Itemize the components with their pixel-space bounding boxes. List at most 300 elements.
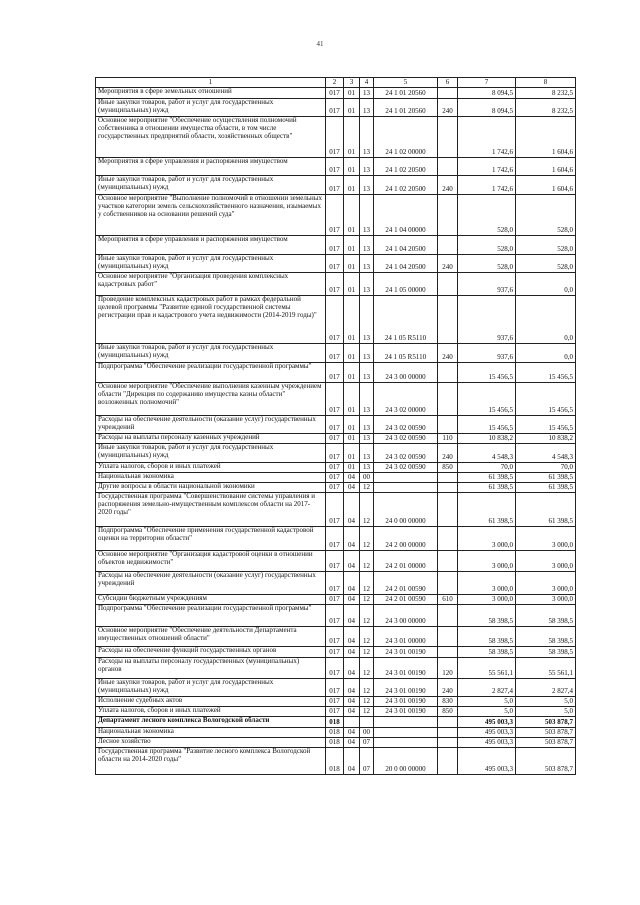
subsection-code-cell: 13: [360, 158, 374, 176]
target-article-cell: 24 2 01 00590: [374, 595, 438, 605]
section-code-cell: 04: [344, 748, 360, 775]
target-article-cell: 24 0 00 00000: [374, 493, 438, 527]
row-name-cell: Исполнение судебных актов: [96, 697, 326, 707]
expense-type-cell: [438, 383, 458, 416]
row-name-cell: Расходы на обеспечение деятельности (оказание услуг) государственных учреждений: [96, 572, 326, 595]
section-code-cell: 04: [344, 627, 360, 647]
expense-type-cell: [438, 647, 458, 658]
subsection-code-cell: 13: [360, 434, 374, 444]
amount-year2-cell: 2 827,4: [516, 679, 576, 697]
table-row: [96, 728, 576, 738]
ministry-code-cell: 017: [326, 627, 344, 647]
amount-year2-cell: 503 878,7: [516, 748, 576, 775]
amount-year2-cell: 10 838,2: [516, 434, 576, 444]
row-name-cell: Основное мероприятие "Выполнение полномочий в отношении земельных участков категории земель сельскохозяйственного назначения, изымаемых у собственников на основании решений суда": [96, 195, 326, 236]
amount-year1-cell: 528,0: [458, 255, 516, 273]
ministry-code-cell: 017: [326, 434, 344, 444]
subsection-code-cell: 12: [360, 658, 374, 679]
subsection-code-cell: 13: [360, 383, 374, 416]
expense-type-cell: [438, 273, 458, 296]
subsection-code-cell: 00: [360, 728, 374, 738]
header-col-8: 8: [516, 78, 576, 88]
target-article-cell: [374, 717, 438, 728]
amount-year1-cell: 58 398,5: [458, 627, 516, 647]
row-name-cell: Иные закупки товаров, работ и услуг для государственных (муниципальных) нужд: [96, 176, 326, 195]
section-code-cell: 04: [344, 738, 360, 748]
expense-type-cell: [438, 483, 458, 493]
subsection-code-cell: 12: [360, 595, 374, 605]
amount-year1-cell: 1 742,6: [458, 176, 516, 195]
row-name-cell: Национальная экономика: [96, 473, 326, 483]
ministry-code-cell: 017: [326, 416, 344, 434]
section-code-cell: 01: [344, 416, 360, 434]
ministry-code-cell: 017: [326, 236, 344, 255]
section-code-cell: 01: [344, 88, 360, 99]
table-row: [96, 595, 576, 605]
amount-year2-cell: 3 000,0: [516, 527, 576, 551]
target-article-cell: 24 1 05 R5110: [374, 344, 438, 363]
target-article-cell: 24 3 01 00000: [374, 627, 438, 647]
amount-year1-cell: 15 456,5: [458, 416, 516, 434]
expense-type-cell: [438, 627, 458, 647]
section-code-cell: 01: [344, 176, 360, 195]
target-article-cell: 24 3 02 00590: [374, 434, 438, 444]
ministry-code-cell: 017: [326, 158, 344, 176]
ministry-code-cell: 017: [326, 572, 344, 595]
section-code-cell: 04: [344, 551, 360, 572]
ministry-code-cell: 017: [326, 473, 344, 483]
subsection-code-cell: 00: [360, 473, 374, 483]
expense-type-cell: [438, 158, 458, 176]
row-name-cell: Мероприятия в сфере управления и распоряжения имуществом: [96, 158, 326, 176]
target-article-cell: 24 3 02 00590: [374, 463, 438, 473]
row-name-cell: Другие вопросы в области национальной экономики: [96, 483, 326, 493]
header-col-1: 1: [96, 78, 326, 88]
amount-year2-cell: 8 232,5: [516, 88, 576, 99]
section-code-cell: 04: [344, 527, 360, 551]
section-code-cell: 01: [344, 344, 360, 363]
section-code-cell: 04: [344, 595, 360, 605]
target-article-cell: 24 2 01 00000: [374, 551, 438, 572]
ministry-code-cell: 017: [326, 483, 344, 493]
table-row: [96, 158, 576, 176]
amount-year1-cell: 2 827,4: [458, 679, 516, 697]
table-row: [96, 296, 576, 344]
row-name-cell: Подпрограмма "Обеспечение применения государственной кадастровой оценки на территории области": [96, 527, 326, 551]
expense-type-cell: [438, 493, 458, 527]
target-article-cell: 24 1 04 20500: [374, 255, 438, 273]
row-name-cell: Государственная программа "Совершенствование системы управления и распоряжения земельно-имущественным комплексом области на 2017-2020 годы": [96, 493, 326, 527]
amount-year1-cell: 937,6: [458, 273, 516, 296]
table-row: [96, 627, 576, 647]
ministry-code-cell: 017: [326, 605, 344, 627]
row-name-cell: Национальная экономика: [96, 728, 326, 738]
amount-year2-cell: 61 398,5: [516, 473, 576, 483]
target-article-cell: 24 3 02 00590: [374, 416, 438, 434]
subsection-code-cell: 12: [360, 551, 374, 572]
subsection-code-cell: 12: [360, 647, 374, 658]
target-article-cell: 24 1 04 20500: [374, 236, 438, 255]
table-row: [96, 383, 576, 416]
table-row: [96, 463, 576, 473]
table-row: [96, 527, 576, 551]
amount-year2-cell: 528,0: [516, 195, 576, 236]
row-name-cell: Иные закупки товаров, работ и услуг для государственных (муниципальных) нужд: [96, 679, 326, 697]
target-article-cell: 20 0 00 00000: [374, 748, 438, 775]
section-code-cell: 04: [344, 572, 360, 595]
ministry-code-cell: 017: [326, 99, 344, 117]
header-col-5: 5: [374, 78, 438, 88]
expense-type-cell: [438, 195, 458, 236]
row-name-cell: Подпрограмма "Обеспечение реализации государственной программы": [96, 363, 326, 383]
subsection-code-cell: 12: [360, 527, 374, 551]
amount-year1-cell: 495 003,3: [458, 738, 516, 748]
ministry-code-cell: 017: [326, 658, 344, 679]
target-article-cell: 24 1 01 20560: [374, 88, 438, 99]
ministry-code-cell: 018: [326, 738, 344, 748]
table-row: [96, 195, 576, 236]
row-name-cell: Лесное хозяйство: [96, 738, 326, 748]
expense-type-cell: [438, 717, 458, 728]
section-code-cell: 04: [344, 697, 360, 707]
ministry-code-cell: 017: [326, 595, 344, 605]
subsection-code-cell: 13: [360, 444, 374, 463]
amount-year1-cell: 61 398,5: [458, 473, 516, 483]
section-code-cell: 01: [344, 434, 360, 444]
target-article-cell: 24 1 02 20500: [374, 158, 438, 176]
expense-type-cell: 240: [438, 344, 458, 363]
section-code-cell: 04: [344, 483, 360, 493]
table-row: [96, 658, 576, 679]
row-name-cell: Расходы на выплаты персоналу государственных (муниципальных) органов: [96, 658, 326, 679]
target-article-cell: 24 3 02 00590: [374, 444, 438, 463]
subsection-code-cell: 12: [360, 679, 374, 697]
row-name-cell: Иные закупки товаров, работ и услуг для государственных (муниципальных) нужд: [96, 444, 326, 463]
target-article-cell: 24 1 02 20500: [374, 176, 438, 195]
amount-year2-cell: 3 000,0: [516, 572, 576, 595]
header-col-7: 7: [458, 78, 516, 88]
amount-year2-cell: 15 456,5: [516, 383, 576, 416]
amount-year1-cell: 3 000,0: [458, 551, 516, 572]
target-article-cell: 24 3 00 00000: [374, 605, 438, 627]
amount-year1-cell: 58 398,5: [458, 605, 516, 627]
row-name-cell: Проведение комплексных кадастровых работ в рамках федеральной целевой программы "Развитие единой государственной системы регистрации прав и кадастрового учета недвижимости (2014-2019 годы)": [96, 296, 326, 344]
target-article-cell: 24 3 02 00000: [374, 383, 438, 416]
ministry-code-cell: 017: [326, 255, 344, 273]
ministry-code-cell: 018: [326, 748, 344, 775]
row-name-cell: Основное мероприятие "Обеспечение деятельности Департамента имущественных отношений области": [96, 627, 326, 647]
table-row: [96, 176, 576, 195]
amount-year1-cell: 495 003,3: [458, 748, 516, 775]
ministry-code-cell: 017: [326, 273, 344, 296]
table-row: [96, 255, 576, 273]
amount-year2-cell: 3 000,0: [516, 595, 576, 605]
ministry-code-cell: 017: [326, 383, 344, 416]
section-code-cell: 01: [344, 158, 360, 176]
table-row: [96, 605, 576, 627]
expense-type-cell: [438, 748, 458, 775]
section-code-cell: 04: [344, 493, 360, 527]
expense-type-cell: [438, 117, 458, 158]
ministry-code-cell: 017: [326, 647, 344, 658]
header-col-3: 3: [344, 78, 360, 88]
ministry-code-cell: 017: [326, 707, 344, 717]
section-code-cell: 01: [344, 236, 360, 255]
row-name-cell: Субсидии бюджетным учреждениям: [96, 595, 326, 605]
subsection-code-cell: 13: [360, 255, 374, 273]
ministry-code-cell: 017: [326, 344, 344, 363]
section-code-cell: 04: [344, 679, 360, 697]
section-code-cell: 01: [344, 117, 360, 158]
amount-year2-cell: 8 232,5: [516, 99, 576, 117]
amount-year1-cell: 528,0: [458, 236, 516, 255]
table-row: [96, 551, 576, 572]
amount-year1-cell: 8 094,5: [458, 88, 516, 99]
expense-type-cell: 240: [438, 176, 458, 195]
amount-year2-cell: 1 604,6: [516, 117, 576, 158]
subsection-code-cell: 12: [360, 627, 374, 647]
amount-year2-cell: 0,0: [516, 344, 576, 363]
section-code-cell: 04: [344, 473, 360, 483]
expense-type-cell: 850: [438, 707, 458, 717]
ministry-code-cell: 018: [326, 728, 344, 738]
table-row: [96, 572, 576, 595]
table-row: [96, 717, 576, 728]
amount-year2-cell: 4 548,3: [516, 444, 576, 463]
ministry-code-cell: 017: [326, 463, 344, 473]
amount-year2-cell: 0,0: [516, 273, 576, 296]
expense-type-cell: 240: [438, 99, 458, 117]
amount-year1-cell: 61 398,5: [458, 483, 516, 493]
subsection-code-cell: 13: [360, 363, 374, 383]
section-code-cell: 01: [344, 296, 360, 344]
subsection-code-cell: 13: [360, 416, 374, 434]
expense-type-cell: [438, 728, 458, 738]
table-row: [96, 99, 576, 117]
amount-year2-cell: 528,0: [516, 236, 576, 255]
expense-type-cell: [438, 527, 458, 551]
amount-year2-cell: 5,0: [516, 697, 576, 707]
subsection-code-cell: 13: [360, 463, 374, 473]
row-name-cell: Государственная программа "Развитие лесного комплекса Вологодской области на 2014-2020 годы": [96, 748, 326, 775]
expense-type-cell: [438, 551, 458, 572]
section-code-cell: 01: [344, 99, 360, 117]
expense-type-cell: 610: [438, 595, 458, 605]
table-row: [96, 738, 576, 748]
section-code-cell: 01: [344, 363, 360, 383]
section-code-cell: 04: [344, 707, 360, 717]
subsection-code-cell: [360, 717, 374, 728]
row-name-cell: Расходы на обеспечение функций государственных органов: [96, 647, 326, 658]
amount-year1-cell: 1 742,6: [458, 117, 516, 158]
target-article-cell: [374, 483, 438, 493]
ministry-code-cell: 018: [326, 717, 344, 728]
amount-year2-cell: 15 456,5: [516, 416, 576, 434]
subsection-code-cell: 07: [360, 738, 374, 748]
expense-type-cell: [438, 605, 458, 627]
table-row: [96, 236, 576, 255]
amount-year1-cell: 70,0: [458, 463, 516, 473]
budget-table-container: [95, 77, 575, 775]
subsection-code-cell: 13: [360, 88, 374, 99]
expense-type-cell: [438, 363, 458, 383]
amount-year2-cell: 0,0: [516, 296, 576, 344]
expense-type-cell: 120: [438, 658, 458, 679]
amount-year1-cell: 3 000,0: [458, 527, 516, 551]
amount-year2-cell: 503 878,7: [516, 728, 576, 738]
row-name-cell: Иные закупки товаров, работ и услуг для государственных (муниципальных) нужд: [96, 255, 326, 273]
header-col-2: 2: [326, 78, 344, 88]
target-article-cell: 24 2 01 00590: [374, 572, 438, 595]
subsection-code-cell: 13: [360, 236, 374, 255]
table-body: [96, 88, 576, 775]
section-code-cell: [344, 717, 360, 728]
amount-year2-cell: 5,0: [516, 707, 576, 717]
table-row: [96, 444, 576, 463]
ministry-code-cell: 017: [326, 551, 344, 572]
subsection-code-cell: 13: [360, 176, 374, 195]
subsection-code-cell: 12: [360, 707, 374, 717]
target-article-cell: 24 2 00 00000: [374, 527, 438, 551]
row-name-cell: Департамент лесного комплекса Вологодской области: [96, 717, 326, 728]
ministry-code-cell: 017: [326, 527, 344, 551]
target-article-cell: [374, 738, 438, 748]
section-code-cell: 01: [344, 255, 360, 273]
budget-table: [95, 77, 576, 775]
section-code-cell: 01: [344, 195, 360, 236]
row-name-cell: Уплата налогов, сборов и иных платежей: [96, 463, 326, 473]
target-article-cell: [374, 728, 438, 738]
row-name-cell: Иные закупки товаров, работ и услуг для государственных (муниципальных) нужд: [96, 344, 326, 363]
amount-year1-cell: 495 003,3: [458, 717, 516, 728]
ministry-code-cell: 017: [326, 117, 344, 158]
amount-year1-cell: 937,6: [458, 296, 516, 344]
table-row: [96, 117, 576, 158]
section-code-cell: 04: [344, 658, 360, 679]
amount-year1-cell: 10 838,2: [458, 434, 516, 444]
expense-type-cell: [438, 296, 458, 344]
expense-type-cell: 830: [438, 697, 458, 707]
subsection-code-cell: 13: [360, 117, 374, 158]
target-article-cell: 24 1 02 00000: [374, 117, 438, 158]
subsection-code-cell: 13: [360, 344, 374, 363]
amount-year2-cell: 528,0: [516, 255, 576, 273]
expense-type-cell: [438, 88, 458, 99]
amount-year2-cell: 1 604,6: [516, 176, 576, 195]
amount-year2-cell: 503 878,7: [516, 717, 576, 728]
expense-type-cell: [438, 416, 458, 434]
table-row: [96, 363, 576, 383]
amount-year2-cell: 503 878,7: [516, 738, 576, 748]
table-row: [96, 493, 576, 527]
amount-year1-cell: 4 548,3: [458, 444, 516, 463]
table-row: [96, 88, 576, 99]
amount-year2-cell: 58 398,5: [516, 627, 576, 647]
ministry-code-cell: 017: [326, 697, 344, 707]
section-code-cell: 04: [344, 728, 360, 738]
amount-year1-cell: 3 000,0: [458, 572, 516, 595]
amount-year2-cell: 70,0: [516, 463, 576, 473]
table-row: [96, 748, 576, 775]
target-article-cell: 24 3 01 00190: [374, 697, 438, 707]
expense-type-cell: 850: [438, 463, 458, 473]
table-row: [96, 473, 576, 483]
expense-type-cell: 240: [438, 679, 458, 697]
subsection-code-cell: 13: [360, 195, 374, 236]
amount-year1-cell: 55 561,1: [458, 658, 516, 679]
section-code-cell: 01: [344, 383, 360, 416]
ministry-code-cell: 017: [326, 176, 344, 195]
subsection-code-cell: 07: [360, 748, 374, 775]
subsection-code-cell: 13: [360, 273, 374, 296]
ministry-code-cell: 017: [326, 444, 344, 463]
row-name-cell: Расходы на обеспечение деятельности (оказание услуг) государственных учреждений: [96, 416, 326, 434]
header-row: [96, 78, 576, 88]
expense-type-cell: 110: [438, 434, 458, 444]
page-number: 41: [316, 40, 324, 48]
expense-type-cell: [438, 236, 458, 255]
section-code-cell: 04: [344, 605, 360, 627]
amount-year1-cell: 5,0: [458, 707, 516, 717]
target-article-cell: 24 3 01 00190: [374, 707, 438, 717]
target-article-cell: 24 1 05 00000: [374, 273, 438, 296]
expense-type-cell: [438, 572, 458, 595]
amount-year2-cell: 58 398,5: [516, 605, 576, 627]
subsection-code-cell: 12: [360, 493, 374, 527]
ministry-code-cell: 017: [326, 195, 344, 236]
table-row: [96, 483, 576, 493]
amount-year2-cell: 55 561,1: [516, 658, 576, 679]
row-name-cell: Уплата налогов, сборов и иных платежей: [96, 707, 326, 717]
amount-year2-cell: 15 456,5: [516, 363, 576, 383]
section-code-cell: 01: [344, 444, 360, 463]
table-row: [96, 707, 576, 717]
ministry-code-cell: 017: [326, 88, 344, 99]
target-article-cell: 24 3 01 00190: [374, 679, 438, 697]
header-col-6: 6: [438, 78, 458, 88]
table-row: [96, 647, 576, 658]
table-row: [96, 344, 576, 363]
row-name-cell: Расходы на выплаты персоналу казенных учреждений: [96, 434, 326, 444]
table-row: [96, 273, 576, 296]
target-article-cell: 24 3 01 00190: [374, 647, 438, 658]
amount-year1-cell: 1 742,6: [458, 158, 516, 176]
ministry-code-cell: 017: [326, 679, 344, 697]
amount-year1-cell: 495 003,3: [458, 728, 516, 738]
target-article-cell: 24 1 05 R5110: [374, 296, 438, 344]
subsection-code-cell: 12: [360, 697, 374, 707]
target-article-cell: 24 1 04 00000: [374, 195, 438, 236]
section-code-cell: 01: [344, 273, 360, 296]
amount-year1-cell: 15 456,5: [458, 363, 516, 383]
header-col-4: 4: [360, 78, 374, 88]
row-name-cell: Иные закупки товаров, работ и услуг для государственных (муниципальных) нужд: [96, 99, 326, 117]
table-row: [96, 679, 576, 697]
subsection-code-cell: 12: [360, 572, 374, 595]
amount-year2-cell: 61 398,5: [516, 493, 576, 527]
target-article-cell: 24 3 00 00000: [374, 363, 438, 383]
row-name-cell: Основное мероприятие "Организация проведения комплексных кадастровых работ": [96, 273, 326, 296]
row-name-cell: Основное мероприятие "Обеспечение выполнения казенным учреждением области "Дирекция по содержанию имущества казны области" возложенных полномочий": [96, 383, 326, 416]
row-name-cell: Мероприятия в сфере земельных отношений: [96, 88, 326, 99]
amount-year1-cell: 937,6: [458, 344, 516, 363]
subsection-code-cell: 12: [360, 605, 374, 627]
section-code-cell: 01: [344, 463, 360, 473]
amount-year1-cell: 3 000,0: [458, 595, 516, 605]
target-article-cell: [374, 473, 438, 483]
target-article-cell: 24 1 01 20560: [374, 99, 438, 117]
subsection-code-cell: 13: [360, 296, 374, 344]
